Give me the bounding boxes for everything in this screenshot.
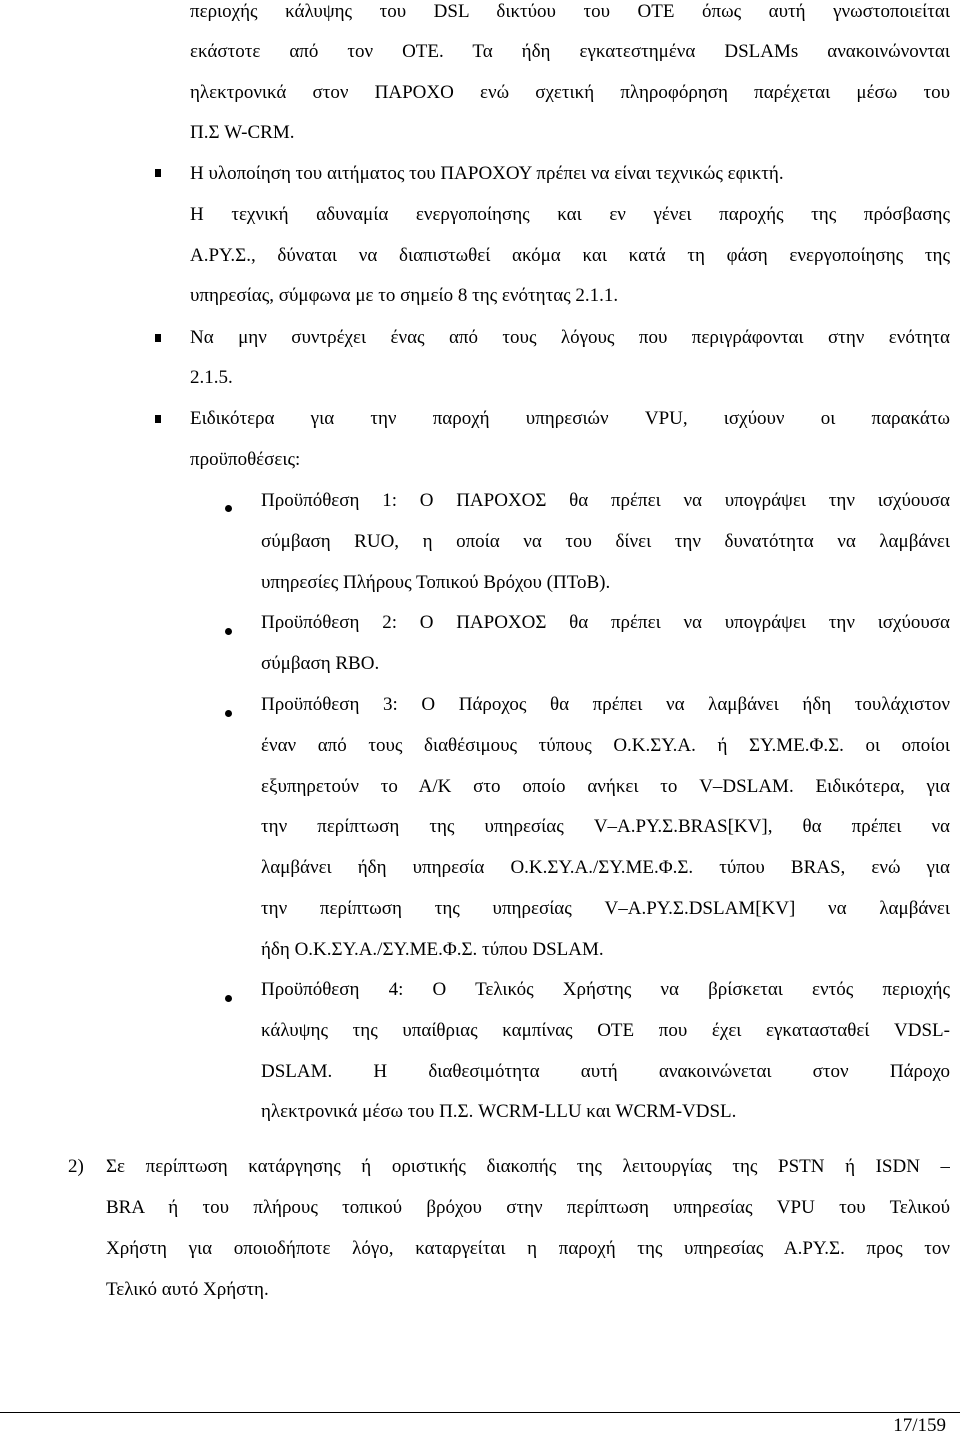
condition-4-line-3: DSLAM. Η διαθεσιμότητα αυτή ανακοινώνεται στον Πάροχο xyxy=(261,1061,950,1082)
bullet-1-line-2: Η τεχνική αδυναμία ενεργοποίησης και εν γένει παροχής της πρόσβασης xyxy=(190,204,950,225)
condition-3-line-2: έναν από τους διαθέσιμους τύπους Ο.Κ.ΣΥ.Α. ή ΣΥ.ΜΕ.Φ.Σ. οι οποίοι xyxy=(261,735,950,756)
condition-3-line-1: Προϋπόθεση 3: Ο Πάροχος θα πρέπει να λαμβάνει ήδη τουλάχιστον xyxy=(261,694,950,715)
intro-line-1: περιοχής κάλυψης του DSL δικτύου του ΟΤΕ όπως αυτή γνωστοποιείται xyxy=(190,1,950,22)
item-2-line-4: Τελικό αυτό Χρήστη. xyxy=(106,1279,269,1300)
item-2-line-2: BRA ή του πλήρους τοπικού βρόχου στην περίπτωση υπηρεσίας VPU του Τελικού xyxy=(106,1197,950,1218)
round-bullet-icon xyxy=(225,710,232,717)
square-bullet-icon xyxy=(155,334,161,342)
bullet-3-line-2: προϋποθέσεις: xyxy=(190,449,301,470)
intro-line-3: ηλεκτρονικά στον ΠΑΡΟΧΟ ενώ σχετική πληροφόρηση παρέχεται μέσω του xyxy=(190,82,950,103)
intro-line-2: εκάστοτε από τον ΟΤΕ. Τα ήδη εγκατεστημένα DSLAMs ανακοινώνονται xyxy=(190,41,950,62)
intro-line-4: Π.Σ W-CRM. xyxy=(190,122,295,143)
bullet-2-line-1: Να μην συντρέχει ένας από τους λόγους που περιγράφονται στην ενότητα xyxy=(190,327,950,348)
square-bullet-icon xyxy=(155,415,161,423)
page-number: 17/159 xyxy=(893,1415,946,1436)
bullet-1-line-4: υπηρεσίας, σύμφωνα με το σημείο 8 της ενότητας 2.1.1. xyxy=(190,285,619,306)
condition-2-line-1: Προϋπόθεση 2: Ο ΠΑΡΟΧΟΣ θα πρέπει να υπογράψει την ισχύουσα xyxy=(261,612,950,633)
condition-2-line-2: σύμβαση RBO. xyxy=(261,653,380,674)
condition-3-line-5: λαμβάνει ήδη υπηρεσία Ο.Κ.ΣΥ.Α./ΣΥ.ΜΕ.Φ.Σ. τύπου BRAS, ενώ για xyxy=(261,857,950,878)
bullet-3-line-1: Ειδικότερα για την παροχή υπηρεσιών VPU, ισχύουν οι παρακάτω xyxy=(190,408,950,429)
condition-3-line-7: ήδη Ο.Κ.ΣΥ.Α./ΣΥ.ΜΕ.Φ.Σ. τύπου DSLAM. xyxy=(261,939,604,960)
bullet-2-line-2: 2.1.5. xyxy=(190,367,233,388)
condition-1-line-1: Προϋπόθεση 1: Ο ΠΑΡΟΧΟΣ θα πρέπει να υπογράψει την ισχύουσα xyxy=(261,490,950,511)
condition-4-line-4: ηλεκτρονικά μέσω του Π.Σ. WCRM-LLU και WCRM-VDSL. xyxy=(261,1101,737,1122)
round-bullet-icon xyxy=(225,995,232,1002)
condition-4-line-2: κάλυψης της υπαίθριας καμπίνας ΟΤΕ που έχει εγκατασταθεί VDSL- xyxy=(261,1020,950,1041)
condition-3-line-3: εξυπηρετούν το Α/Κ στο οποίο ανήκει το V–DSLAM. Ειδικότερα, για xyxy=(261,776,950,797)
condition-3-line-6: την περίπτωση της υπηρεσίας V–Α.ΡΥ.Σ.DSLAM[KV] να λαμβάνει xyxy=(261,898,950,919)
bullet-1-line-1: Η υλοποίηση του αιτήματος του ΠΑΡΟΧΟΥ πρέπει να είναι τεχνικώς εφικτή. xyxy=(190,163,784,184)
footer-rule xyxy=(0,1412,960,1413)
round-bullet-icon xyxy=(225,628,232,635)
square-bullet-icon xyxy=(155,169,161,177)
item-2-line-3: Χρήστη για οποιοδήποτε λόγο, καταργείται η παροχή της υπηρεσίας Α.ΡΥ.Σ. προς τον xyxy=(106,1238,950,1259)
condition-1-line-2: σύμβαση RUO, η οποία να του δίνει την δυνατότητα να λαμβάνει xyxy=(261,531,950,552)
round-bullet-icon xyxy=(225,505,232,512)
item-2-number: 2) xyxy=(68,1156,84,1177)
condition-4-line-1: Προϋπόθεση 4: Ο Τελικός Χρήστης να βρίσκεται εντός περιοχής xyxy=(261,979,950,1000)
item-2-line-1: Σε περίπτωση κατάργησης ή οριστικής διακοπής της λειτουργίας της PSTN ή ISDN – xyxy=(106,1156,950,1177)
bullet-1-line-3: Α.ΡΥ.Σ., δύναται να διαπιστωθεί ακόμα και κατά τη φάση ενεργοποίησης της xyxy=(190,245,950,266)
condition-3-line-4: την περίπτωση της υπηρεσίας V–Α.ΡΥ.Σ.BRAS[KV], θα πρέπει να xyxy=(261,816,950,837)
condition-1-line-3: υπηρεσίες Πλήρους Τοπικού Βρόχου (ΠΤοΒ). xyxy=(261,572,611,593)
